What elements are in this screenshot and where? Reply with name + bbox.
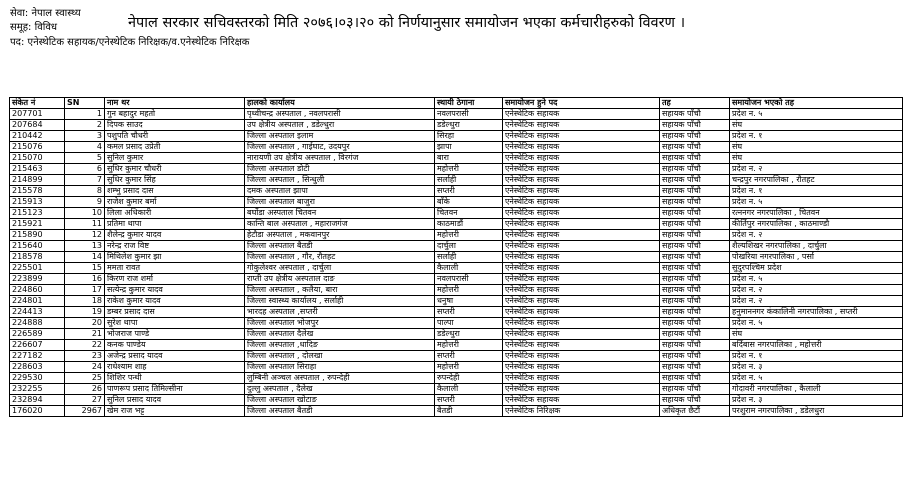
cell-adjusted-tier: प्रदेश न. ५ [730, 318, 903, 329]
cell-code: 215123 [10, 208, 65, 219]
cell-adjusted-tier: प्रदेश न. २ [730, 164, 903, 175]
cell-current-office: जिल्ला स्वास्थ्य कार्यालय , सर्लाही [245, 296, 435, 307]
cell-sn: 8 [65, 186, 105, 197]
cell-current-office: पृथ्वीचन्द्र अस्पताल , नवलपरासी [245, 109, 435, 120]
cell-name: सुनिल प्रसाद यादव [105, 395, 245, 406]
cell-code: 215463 [10, 164, 65, 175]
col-header-name: नाम थर [105, 98, 245, 109]
table-row [10, 164, 903, 175]
cell-level: सहायक पाँचौ [660, 153, 730, 164]
cell-sn: 21 [65, 329, 105, 340]
cell-adjusted-post: एनेस्थेटिक सहायक [503, 307, 660, 318]
col-header-level: तह [660, 98, 730, 109]
cell-permanent-address: नवलपरासी [435, 109, 503, 120]
cell-adjusted-post: एनेस्थेटिक निरिक्षक [503, 406, 660, 417]
cell-name: गुन बहादुर महतो [105, 109, 245, 120]
cell-current-office: उप क्षेत्रीय अस्पताल , डडेल्धुरा [245, 120, 435, 131]
cell-sn: 19 [65, 307, 105, 318]
col-header-sn: SN [65, 98, 105, 109]
table-row [10, 351, 903, 362]
cell-current-office: भारदह अस्पताल ,सप्तरी [245, 307, 435, 318]
cell-current-office: कान्ति बाल अस्पताल , महाराजगंज [245, 219, 435, 230]
cell-adjusted-post: एनेस्थेटिक सहायक [503, 373, 660, 384]
cell-sn: 3 [65, 131, 105, 142]
cell-name: सुरेश थापा [105, 318, 245, 329]
cell-code: 224860 [10, 285, 65, 296]
cell-adjusted-post: एनेस्थेटिक सहायक [503, 186, 660, 197]
cell-permanent-address: सप्तरी [435, 307, 503, 318]
cell-permanent-address: रुपन्देही [435, 373, 503, 384]
cell-adjusted-post: एनेस्थेटिक सहायक [503, 219, 660, 230]
cell-name: प्रतिमा थापा [105, 219, 245, 230]
cell-name: कनक पाण्डेय [105, 340, 245, 351]
cell-current-office: गोकुलेश्वर अस्पताल , दार्चुला [245, 263, 435, 274]
table-row [10, 252, 903, 263]
cell-permanent-address: दार्चुला [435, 241, 503, 252]
cell-permanent-address: महोत्तरी [435, 340, 503, 351]
cell-sn: 27 [65, 395, 105, 406]
cell-adjusted-tier: प्रदेश न. २ [730, 296, 903, 307]
cell-current-office: जिल्ला अस्पताल , सिन्धुली [245, 175, 435, 186]
cell-adjusted-post: एनेस्थेटिक सहायक [503, 208, 660, 219]
cell-current-office: जिल्ला अस्पताल खोटाङ [245, 395, 435, 406]
cell-sn: 17 [65, 285, 105, 296]
table-row [10, 263, 903, 274]
cell-name: राजेश कुमार बर्मा [105, 197, 245, 208]
cell-adjusted-tier: प्रदेश न. ५ [730, 109, 903, 120]
table-header-row [10, 98, 903, 109]
cell-code: 207684 [10, 120, 65, 131]
cell-adjusted-tier: पोखरिया नगरपालिका , पर्सा [730, 252, 903, 263]
cell-code: 215913 [10, 197, 65, 208]
cell-code: 232255 [10, 384, 65, 395]
cell-code: 207701 [10, 109, 65, 120]
table-row [10, 208, 903, 219]
cell-name: सत्येन्द्र कुमार यादव [105, 285, 245, 296]
cell-permanent-address: डडेल्धुरा [435, 120, 503, 131]
cell-adjusted-post: एनेस्थेटिक सहायक [503, 395, 660, 406]
cell-level: सहायक पाँचौ [660, 197, 730, 208]
cell-name: सुनिल कुमार [105, 153, 245, 164]
cell-sn: 14 [65, 252, 105, 263]
cell-adjusted-post: एनेस्थेटिक सहायक [503, 153, 660, 164]
cell-code: 215578 [10, 186, 65, 197]
col-header-adjusted-post: समायोजन हुने पद [503, 98, 660, 109]
cell-level: सहायक पाँचौ [660, 340, 730, 351]
cell-level: सहायक पाँचौ [660, 109, 730, 120]
cell-level: सहायक पाँचौ [660, 296, 730, 307]
cell-permanent-address: कैलाली [435, 263, 503, 274]
cell-permanent-address: बाँके [435, 197, 503, 208]
cell-code: 223899 [10, 274, 65, 285]
cell-adjusted-tier: संघ [730, 153, 903, 164]
table-row [10, 175, 903, 186]
cell-permanent-address: महोत्तरी [435, 285, 503, 296]
cell-permanent-address: सप्तरी [435, 186, 503, 197]
cell-code: 227182 [10, 351, 65, 362]
cell-name: दिपक साउद [105, 120, 245, 131]
cell-level: सहायक पाँचौ [660, 274, 730, 285]
cell-current-office: राप्ती उप क्षेत्रीय अस्पताल दाङ [245, 274, 435, 285]
cell-name: खेम राज भट्ट [105, 406, 245, 417]
cell-current-office: जिल्ला अस्पताल ,धादिङ [245, 340, 435, 351]
cell-adjusted-tier: प्रदेश न. १ [730, 186, 903, 197]
cell-sn: 2967 [65, 406, 105, 417]
service-label: सेवा: नेपाल स्वास्थ्य [10, 8, 81, 19]
table-row [10, 186, 903, 197]
cell-adjusted-tier: प्रदेश न. ३ [730, 362, 903, 373]
employee-table [9, 97, 903, 417]
table-row [10, 197, 903, 208]
cell-level: सहायक पाँचौ [660, 351, 730, 362]
cell-code: 226589 [10, 329, 65, 340]
cell-adjusted-post: एनेस्थेटिक सहायक [503, 351, 660, 362]
cell-permanent-address: महोत्तरी [435, 362, 503, 373]
cell-level: सहायक पाँचौ [660, 373, 730, 384]
cell-permanent-address: कैलाली [435, 384, 503, 395]
cell-level: सहायक पाँचौ [660, 362, 730, 373]
cell-code: 176020 [10, 406, 65, 417]
cell-level: सहायक पाँचौ [660, 263, 730, 274]
table-row [10, 340, 903, 351]
cell-adjusted-tier: चन्द्रपुर नगरपालिका , रौतहट [730, 175, 903, 186]
cell-permanent-address: नवलपरासी [435, 274, 503, 285]
cell-permanent-address: सर्लाही [435, 175, 503, 186]
cell-level: सहायक पाँचौ [660, 241, 730, 252]
col-header-code: संकेत नं [10, 98, 65, 109]
cell-sn: 25 [65, 373, 105, 384]
cell-adjusted-post: एनेस्थेटिक सहायक [503, 285, 660, 296]
cell-permanent-address: पाल्पा [435, 318, 503, 329]
cell-name: शम्भु प्रसाद दास [105, 186, 245, 197]
cell-name: राधेश्याम शाह [105, 362, 245, 373]
table-row [10, 142, 903, 153]
cell-adjusted-post: एनेस्थेटिक सहायक [503, 384, 660, 395]
cell-current-office: बर्घोडा अस्पताल चितवन [245, 208, 435, 219]
cell-level: सहायक पाँचौ [660, 395, 730, 406]
cell-level: सहायक पाँचौ [660, 219, 730, 230]
cell-name: ममता रावत [105, 263, 245, 274]
cell-adjusted-tier: प्रदेश न. १ [730, 131, 903, 142]
cell-adjusted-tier: प्रदेश न. ५ [730, 197, 903, 208]
cell-code: 228603 [10, 362, 65, 373]
table-row [10, 109, 903, 120]
cell-current-office: नारायणी उप क्षेत्रीय अस्पताल , विरगंज [245, 153, 435, 164]
cell-sn: 20 [65, 318, 105, 329]
cell-permanent-address: महोत्तरी [435, 230, 503, 241]
cell-sn: 16 [65, 274, 105, 285]
table-row [10, 153, 903, 164]
cell-current-office: दमक अस्पताल झापा [245, 186, 435, 197]
cell-name: कमल प्रसाद उप्रेती [105, 142, 245, 153]
cell-adjusted-post: एनेस्थेटिक सहायक [503, 120, 660, 131]
cell-adjusted-tier: संघ [730, 329, 903, 340]
cell-adjusted-post: एनेस्थेटिक सहायक [503, 340, 660, 351]
col-header-adjusted-tier: समायोजन भएको तह [730, 98, 903, 109]
cell-level: सहायक पाँचौ [660, 131, 730, 142]
table-row [10, 395, 903, 406]
cell-current-office: जिल्ला अस्पताल बाजुरा [245, 197, 435, 208]
table-row [10, 384, 903, 395]
cell-adjusted-post: एनेस्थेटिक सहायक [503, 274, 660, 285]
cell-adjusted-tier: प्रदेश न. ३ [730, 395, 903, 406]
cell-sn: 4 [65, 142, 105, 153]
cell-name: मिथिलेश कुमार झा [105, 252, 245, 263]
cell-current-office: लुम्बिनी अञ्चल अस्पताल , रुपन्देही [245, 373, 435, 384]
table-row [10, 241, 903, 252]
cell-level: सहायक पाँचौ [660, 164, 730, 175]
cell-adjusted-tier: संघ [730, 120, 903, 131]
cell-code: 232894 [10, 395, 65, 406]
table-row [10, 131, 903, 142]
cell-code: 225501 [10, 263, 65, 274]
cell-sn: 9 [65, 197, 105, 208]
group-label: समूह: विविध [10, 22, 58, 33]
table-row [10, 329, 903, 340]
cell-adjusted-tier: सुदुरपश्चिम प्रदेश [730, 263, 903, 274]
cell-sn: 1 [65, 109, 105, 120]
cell-level: अधिकृत छैटौं [660, 406, 730, 417]
cell-name: भोजराज पाण्डे [105, 329, 245, 340]
cell-permanent-address: सप्तरी [435, 395, 503, 406]
table-row [10, 362, 903, 373]
cell-adjusted-post: एनेस्थेटिक सहायक [503, 142, 660, 153]
cell-current-office: जिल्ला अस्पताल , कलैया, बारा [245, 285, 435, 296]
cell-code: 224888 [10, 318, 65, 329]
cell-adjusted-post: एनेस्थेटिक सहायक [503, 131, 660, 142]
cell-adjusted-tier: प्रदेश न. २ [730, 230, 903, 241]
cell-sn: 5 [65, 153, 105, 164]
cell-adjusted-post: एनेस्थेटिक सहायक [503, 164, 660, 175]
cell-adjusted-tier: प्रदेश न. २ [730, 285, 903, 296]
cell-name: डम्बर प्रसाद दास [105, 307, 245, 318]
cell-sn: 23 [65, 351, 105, 362]
cell-adjusted-tier: गोदावरी नगरपालिका , कैलाली [730, 384, 903, 395]
cell-code: 215640 [10, 241, 65, 252]
cell-adjusted-tier: बर्दिबास नगरपालिका , महोत्तरी [730, 340, 903, 351]
cell-adjusted-post: एनेस्थेटिक सहायक [503, 263, 660, 274]
cell-sn: 12 [65, 230, 105, 241]
cell-current-office: जिल्ला अस्पताल , गाईघाट, उदयपुर [245, 142, 435, 153]
cell-current-office: हेटौडा अस्पताल , मकवानपुर [245, 230, 435, 241]
cell-adjusted-tier: परशुराम नगरपालिका , डडेलधुरा [730, 406, 903, 417]
cell-code: 218578 [10, 252, 65, 263]
cell-level: सहायक पाँचौ [660, 142, 730, 153]
table-row [10, 406, 903, 417]
cell-level: सहायक पाँचौ [660, 208, 730, 219]
cell-sn: 26 [65, 384, 105, 395]
cell-name: सुधिर कुमार चौधरी [105, 164, 245, 175]
cell-permanent-address: बैतडी [435, 406, 503, 417]
cell-name: शिशिर पन्थी [105, 373, 245, 384]
cell-current-office: जिल्ला अस्पताल सिराहा [245, 362, 435, 373]
cell-code: 214899 [10, 175, 65, 186]
cell-current-office: जिल्ला अस्पताल बैतडी [245, 241, 435, 252]
cell-sn: 18 [65, 296, 105, 307]
cell-permanent-address: सर्लाही [435, 252, 503, 263]
cell-sn: 10 [65, 208, 105, 219]
document-title: नेपाल सरकार सचिवस्तरको मिति २०७६।०३।२० को निर्णयानुसार समायोजन भएका कर्मचारीहरुको विवरण । [128, 15, 686, 31]
cell-adjusted-tier: शैल्यशिखर नगरपालिका , दार्चुला [730, 241, 903, 252]
cell-level: सहायक पाँचौ [660, 175, 730, 186]
cell-sn: 24 [65, 362, 105, 373]
cell-name: पाणरूप प्रसाद तिमिल्सीना [105, 384, 245, 395]
cell-level: सहायक पाँचौ [660, 318, 730, 329]
cell-adjusted-tier: प्रदेश न. १ [730, 351, 903, 362]
cell-name: किरण राज शर्मा [105, 274, 245, 285]
cell-adjusted-post: एनेस्थेटिक सहायक [503, 175, 660, 186]
cell-permanent-address: सिरहा [435, 131, 503, 142]
cell-permanent-address: महोत्तरी [435, 164, 503, 175]
table-row [10, 318, 903, 329]
col-header-permanent-address: स्थायी ठेगाना [435, 98, 503, 109]
cell-level: सहायक पाँचौ [660, 329, 730, 340]
cell-permanent-address: चितवन [435, 208, 503, 219]
cell-name: लिला अधिकारी [105, 208, 245, 219]
cell-name: नरेन्द्र राज विष्ट [105, 241, 245, 252]
col-header-current-office: हालको कार्यालय [245, 98, 435, 109]
cell-sn: 13 [65, 241, 105, 252]
cell-current-office: जिल्ला अस्पताल भोजपुर [245, 318, 435, 329]
cell-adjusted-tier: प्रदेश न. ५ [730, 373, 903, 384]
cell-permanent-address: धनुषा [435, 296, 503, 307]
cell-code: 215076 [10, 142, 65, 153]
cell-current-office: जिल्ला अस्पताल दैलेख [245, 329, 435, 340]
cell-level: सहायक पाँचौ [660, 285, 730, 296]
cell-sn: 6 [65, 164, 105, 175]
cell-code: 224801 [10, 296, 65, 307]
cell-adjusted-tier: प्रदेश न. ५ [730, 274, 903, 285]
cell-code: 215921 [10, 219, 65, 230]
cell-name: सुधिर कुमार सिंह [105, 175, 245, 186]
table-row [10, 307, 903, 318]
cell-permanent-address: झापा [435, 142, 503, 153]
cell-permanent-address: सप्तरी [435, 351, 503, 362]
cell-adjusted-tier: हनुमाननगर कंकालिनी नगरपालिका , सप्तरी [730, 307, 903, 318]
cell-level: सहायक पाँचौ [660, 120, 730, 131]
cell-sn: 15 [65, 263, 105, 274]
cell-current-office: जिल्ला अस्पताल , दोलखा [245, 351, 435, 362]
cell-level: सहायक पाँचौ [660, 307, 730, 318]
cell-adjusted-tier: कीर्तिपुर नगरपालिका , काठमाण्डौ [730, 219, 903, 230]
cell-adjusted-post: एनेस्थेटिक सहायक [503, 109, 660, 120]
table-row [10, 296, 903, 307]
table-row [10, 373, 903, 384]
cell-sn: 7 [65, 175, 105, 186]
cell-current-office: दुल्लु अस्पताल , दैलेख [245, 384, 435, 395]
cell-current-office: जिल्ला अस्पताल , गौर, रौतहट [245, 252, 435, 263]
cell-name: राकेश कुमार यादव [105, 296, 245, 307]
table-row [10, 274, 903, 285]
cell-code: 226607 [10, 340, 65, 351]
cell-adjusted-post: एनेस्थेटिक सहायक [503, 362, 660, 373]
cell-adjusted-tier: रत्ननगर नगरपालिका , चितवन [730, 208, 903, 219]
cell-permanent-address: डडेल्धुरा [435, 329, 503, 340]
cell-adjusted-post: एनेस्थेटिक सहायक [503, 252, 660, 263]
cell-adjusted-post: एनेस्थेटिक सहायक [503, 241, 660, 252]
cell-permanent-address: बारा [435, 153, 503, 164]
cell-code: 210442 [10, 131, 65, 142]
post-label: पद: एनेस्थेटिक सहायक/एनेस्थेटिक निरिक्षक/व.एनेस्थेटिक निरिक्षक [10, 37, 250, 48]
cell-code: 215890 [10, 230, 65, 241]
table-row [10, 285, 903, 296]
cell-sn: 11 [65, 219, 105, 230]
cell-sn: 2 [65, 120, 105, 131]
cell-code: 229530 [10, 373, 65, 384]
cell-adjusted-post: एनेस्थेटिक सहायक [503, 197, 660, 208]
cell-level: सहायक पाँचौ [660, 384, 730, 395]
cell-name: शैलेन्द्र कुमार यादव [105, 230, 245, 241]
cell-adjusted-post: एनेस्थेटिक सहायक [503, 230, 660, 241]
table-row [10, 120, 903, 131]
cell-level: सहायक पाँचौ [660, 186, 730, 197]
cell-permanent-address: काठमाडौं [435, 219, 503, 230]
cell-level: सहायक पाँचौ [660, 230, 730, 241]
cell-adjusted-post: एनेस्थेटिक सहायक [503, 329, 660, 340]
table-row [10, 219, 903, 230]
cell-code: 224413 [10, 307, 65, 318]
cell-adjusted-post: एनेस्थेटिक सहायक [503, 296, 660, 307]
cell-sn: 22 [65, 340, 105, 351]
cell-code: 215070 [10, 153, 65, 164]
cell-current-office: जिल्ला अस्पताल बैतडी [245, 406, 435, 417]
cell-adjusted-post: एनेस्थेटिक सहायक [503, 318, 660, 329]
cell-name: पशुपति चौधरी [105, 131, 245, 142]
table-row [10, 230, 903, 241]
cell-adjusted-tier: संघ [730, 142, 903, 153]
cell-current-office: जिल्ला अस्पताल इलाम [245, 131, 435, 142]
cell-name: अजेन्द्र प्रसाद यादव [105, 351, 245, 362]
cell-level: सहायक पाँचौ [660, 252, 730, 263]
cell-current-office: जिल्ला अस्पताल डोटी [245, 164, 435, 175]
